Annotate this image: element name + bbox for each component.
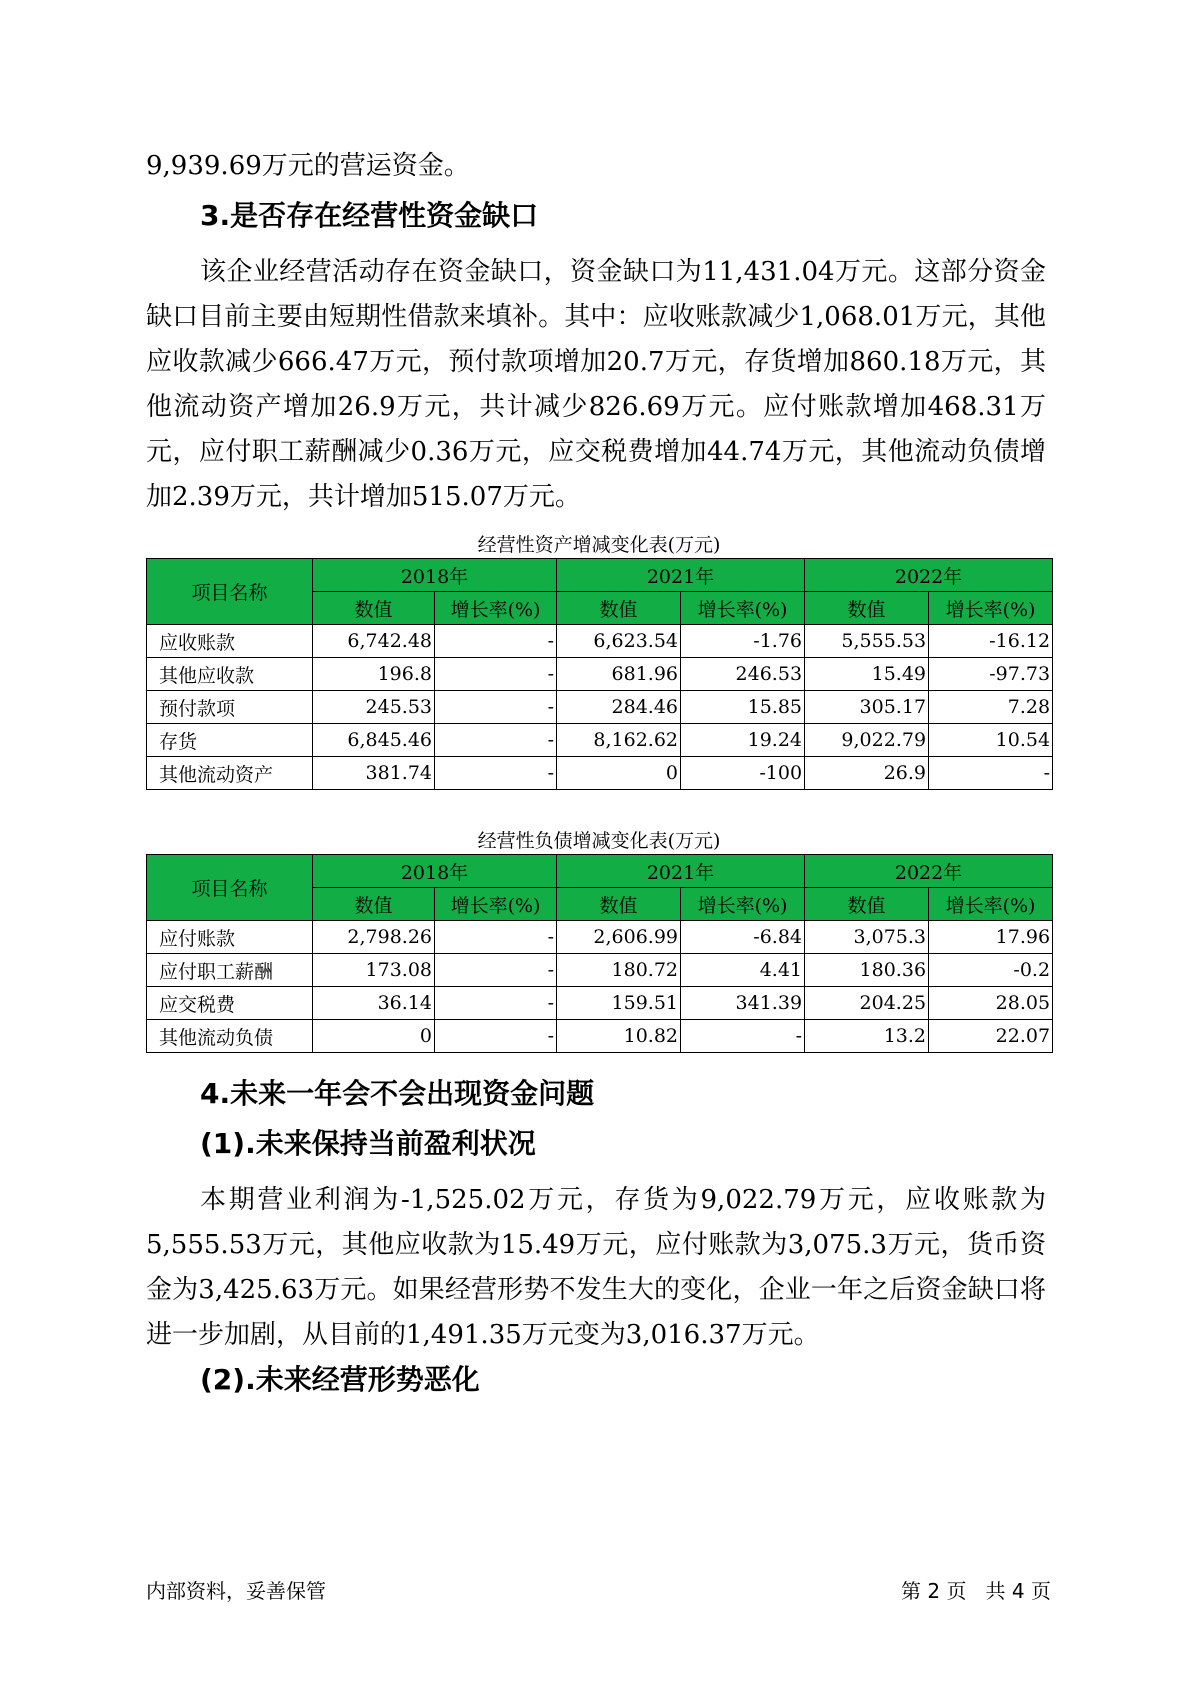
liabilities-value-cell: 159.51 [557,987,681,1020]
assets-table-body [147,625,1053,790]
liabilities-table-row [147,921,1053,954]
liabilities-row-name: 应付职工薪酬 [147,954,313,987]
assets-row-name: 存货 [147,724,313,757]
section4-heading: 4.未来一年会不会出现资金问题 [200,1077,595,1110]
liabilities-rate-cell: 17.96 [929,921,1053,954]
liabilities-row-name: 其他流动负债 [147,1020,313,1053]
liabilities-name-header: 项目名称 [147,855,313,921]
liabilities-rate-cell: - [435,954,557,987]
liabilities-value-header: 数值 [313,888,435,921]
assets-rate-header: 增长率(%) [929,592,1053,625]
assets-value-cell: 681.96 [557,658,681,691]
footer-page-number: 第 2 页 共 4 页 [901,1579,1051,1603]
assets-row-name: 其他流动资产 [147,757,313,790]
liabilities-value-cell: 2,606.99 [557,921,681,954]
assets-table-row [147,658,1053,691]
assets-rate-cell: - [435,691,557,724]
assets-year-header: 2018年 [313,559,557,592]
assets-rate-header: 增长率(%) [681,592,805,625]
liabilities-rate-cell: 4.41 [681,954,805,987]
assets-rate-cell: -97.73 [929,658,1053,691]
assets-value-cell: 9,022.79 [805,724,929,757]
assets-table-row [147,724,1053,757]
assets-rate-cell: 15.85 [681,691,805,724]
assets-row-name: 其他应收款 [147,658,313,691]
section4-sub1-paragraph: 本期营业利润为-1,525.02万元，存货为9,022.79万元，应收账款为5,555.53万元，其他应收款为15.49万元，应付账款为3,075.3万元，货币资金为3,425.63万元。如果经营形势不发生大的变化，企业一年之后资金缺口将进一步加剧，从目前的1,491.35万元变为3,016.37万元。 [146,1185,1046,1350]
assets-row-name: 预付款项 [147,691,313,724]
liabilities-value-cell: 36.14 [313,987,435,1020]
assets-name-header: 项目名称 [147,559,313,625]
assets-table [146,558,1053,790]
assets-rate-cell: 19.24 [681,724,805,757]
assets-table-caption: 经营性资产增减变化表(万元) [477,534,721,556]
assets-value-cell: 381.74 [313,757,435,790]
section4-sub1-heading: (1).未来保持当前盈利状况 [200,1127,536,1160]
assets-year-header: 2021年 [557,559,805,592]
assets-rate-cell: -100 [681,757,805,790]
assets-year-header: 2022年 [805,559,1053,592]
assets-value-header: 数值 [805,592,929,625]
section3-paragraph: 该企业经营活动存在资金缺口，资金缺口为11,431.04万元。这部分资金缺口目前主要由短期性借款来填补。其中：应收账款减少1,068.01万元，其他应收款减少666.47万元，预付款项增加20.7万元，存货增加860.18万元，其他流动资产增加26.9万元，共计减少826.69万元。应付账款增加468.31万元，应付职工薪酬减少0.36万元，应交税费增加44.74万元，其他流动负债增加2.39万元，共计增加515.07万元。 [146,257,1046,512]
section3-heading: 3.是否存在经营性资金缺口 [200,199,539,232]
liabilities-rate-cell: - [681,1020,805,1053]
assets-rate-cell: -16.12 [929,625,1053,658]
liabilities-value-cell: 13.2 [805,1020,929,1053]
liabilities-rate-cell: - [435,1020,557,1053]
assets-table-row [147,691,1053,724]
assets-rate-cell: 7.28 [929,691,1053,724]
liabilities-rate-cell: 22.07 [929,1020,1053,1053]
liabilities-year-header: 2018年 [313,855,557,888]
assets-rate-cell: - [435,724,557,757]
liabilities-value-header: 数值 [805,888,929,921]
liabilities-table-row [147,1020,1053,1053]
assets-rate-cell: - [435,757,557,790]
assets-rate-cell: - [435,658,557,691]
assets-rate-cell: 10.54 [929,724,1053,757]
section4-sub2-heading: (2).未来经营形势恶化 [200,1363,480,1396]
assets-value-cell: 196.8 [313,658,435,691]
liabilities-rate-header: 增长率(%) [929,888,1053,921]
liabilities-table-row [147,954,1053,987]
assets-rate-cell: - [929,757,1053,790]
liabilities-table-row [147,987,1053,1020]
assets-value-cell: 8,162.62 [557,724,681,757]
liabilities-value-cell: 10.82 [557,1020,681,1053]
liabilities-value-cell: 180.36 [805,954,929,987]
assets-value-cell: 5,555.53 [805,625,929,658]
assets-value-cell: 6,623.54 [557,625,681,658]
assets-value-header: 数值 [557,592,681,625]
liabilities-rate-cell: -0.2 [929,954,1053,987]
assets-value-cell: 0 [557,757,681,790]
assets-value-cell: 284.46 [557,691,681,724]
intro-line: 9,939.69万元的营运资金。 [146,151,470,181]
assets-table-row [147,625,1053,658]
liabilities-value-header: 数值 [557,888,681,921]
assets-row-name: 应收账款 [147,625,313,658]
liabilities-rate-cell: - [435,921,557,954]
assets-value-cell: 305.17 [805,691,929,724]
liabilities-table-caption: 经营性负债增减变化表(万元) [477,830,721,852]
liabilities-value-cell: 180.72 [557,954,681,987]
assets-table-row [147,757,1053,790]
liabilities-rate-cell: 28.05 [929,987,1053,1020]
liabilities-year-header: 2021年 [557,855,805,888]
liabilities-rate-header: 增长率(%) [435,888,557,921]
liabilities-row-name: 应交税费 [147,987,313,1020]
assets-rate-cell: 246.53 [681,658,805,691]
liabilities-year-header: 2022年 [805,855,1053,888]
assets-value-cell: 26.9 [805,757,929,790]
liabilities-rate-cell: -6.84 [681,921,805,954]
liabilities-value-cell: 173.08 [313,954,435,987]
liabilities-value-cell: 204.25 [805,987,929,1020]
liabilities-rate-cell: - [435,987,557,1020]
assets-value-header: 数值 [313,592,435,625]
assets-value-cell: 6,845.46 [313,724,435,757]
assets-value-cell: 245.53 [313,691,435,724]
liabilities-row-name: 应付账款 [147,921,313,954]
assets-rate-header: 增长率(%) [435,592,557,625]
liabilities-value-cell: 0 [313,1020,435,1053]
assets-value-cell: 6,742.48 [313,625,435,658]
liabilities-value-cell: 2,798.26 [313,921,435,954]
footer-confidential-note: 内部资料，妥善保管 [146,1579,326,1603]
liabilities-rate-cell: 341.39 [681,987,805,1020]
liabilities-table-body [147,921,1053,1053]
liabilities-rate-header: 增长率(%) [681,888,805,921]
liabilities-table [146,854,1053,1053]
assets-rate-cell: - [435,625,557,658]
assets-rate-cell: -1.76 [681,625,805,658]
assets-value-cell: 15.49 [805,658,929,691]
liabilities-value-cell: 3,075.3 [805,921,929,954]
